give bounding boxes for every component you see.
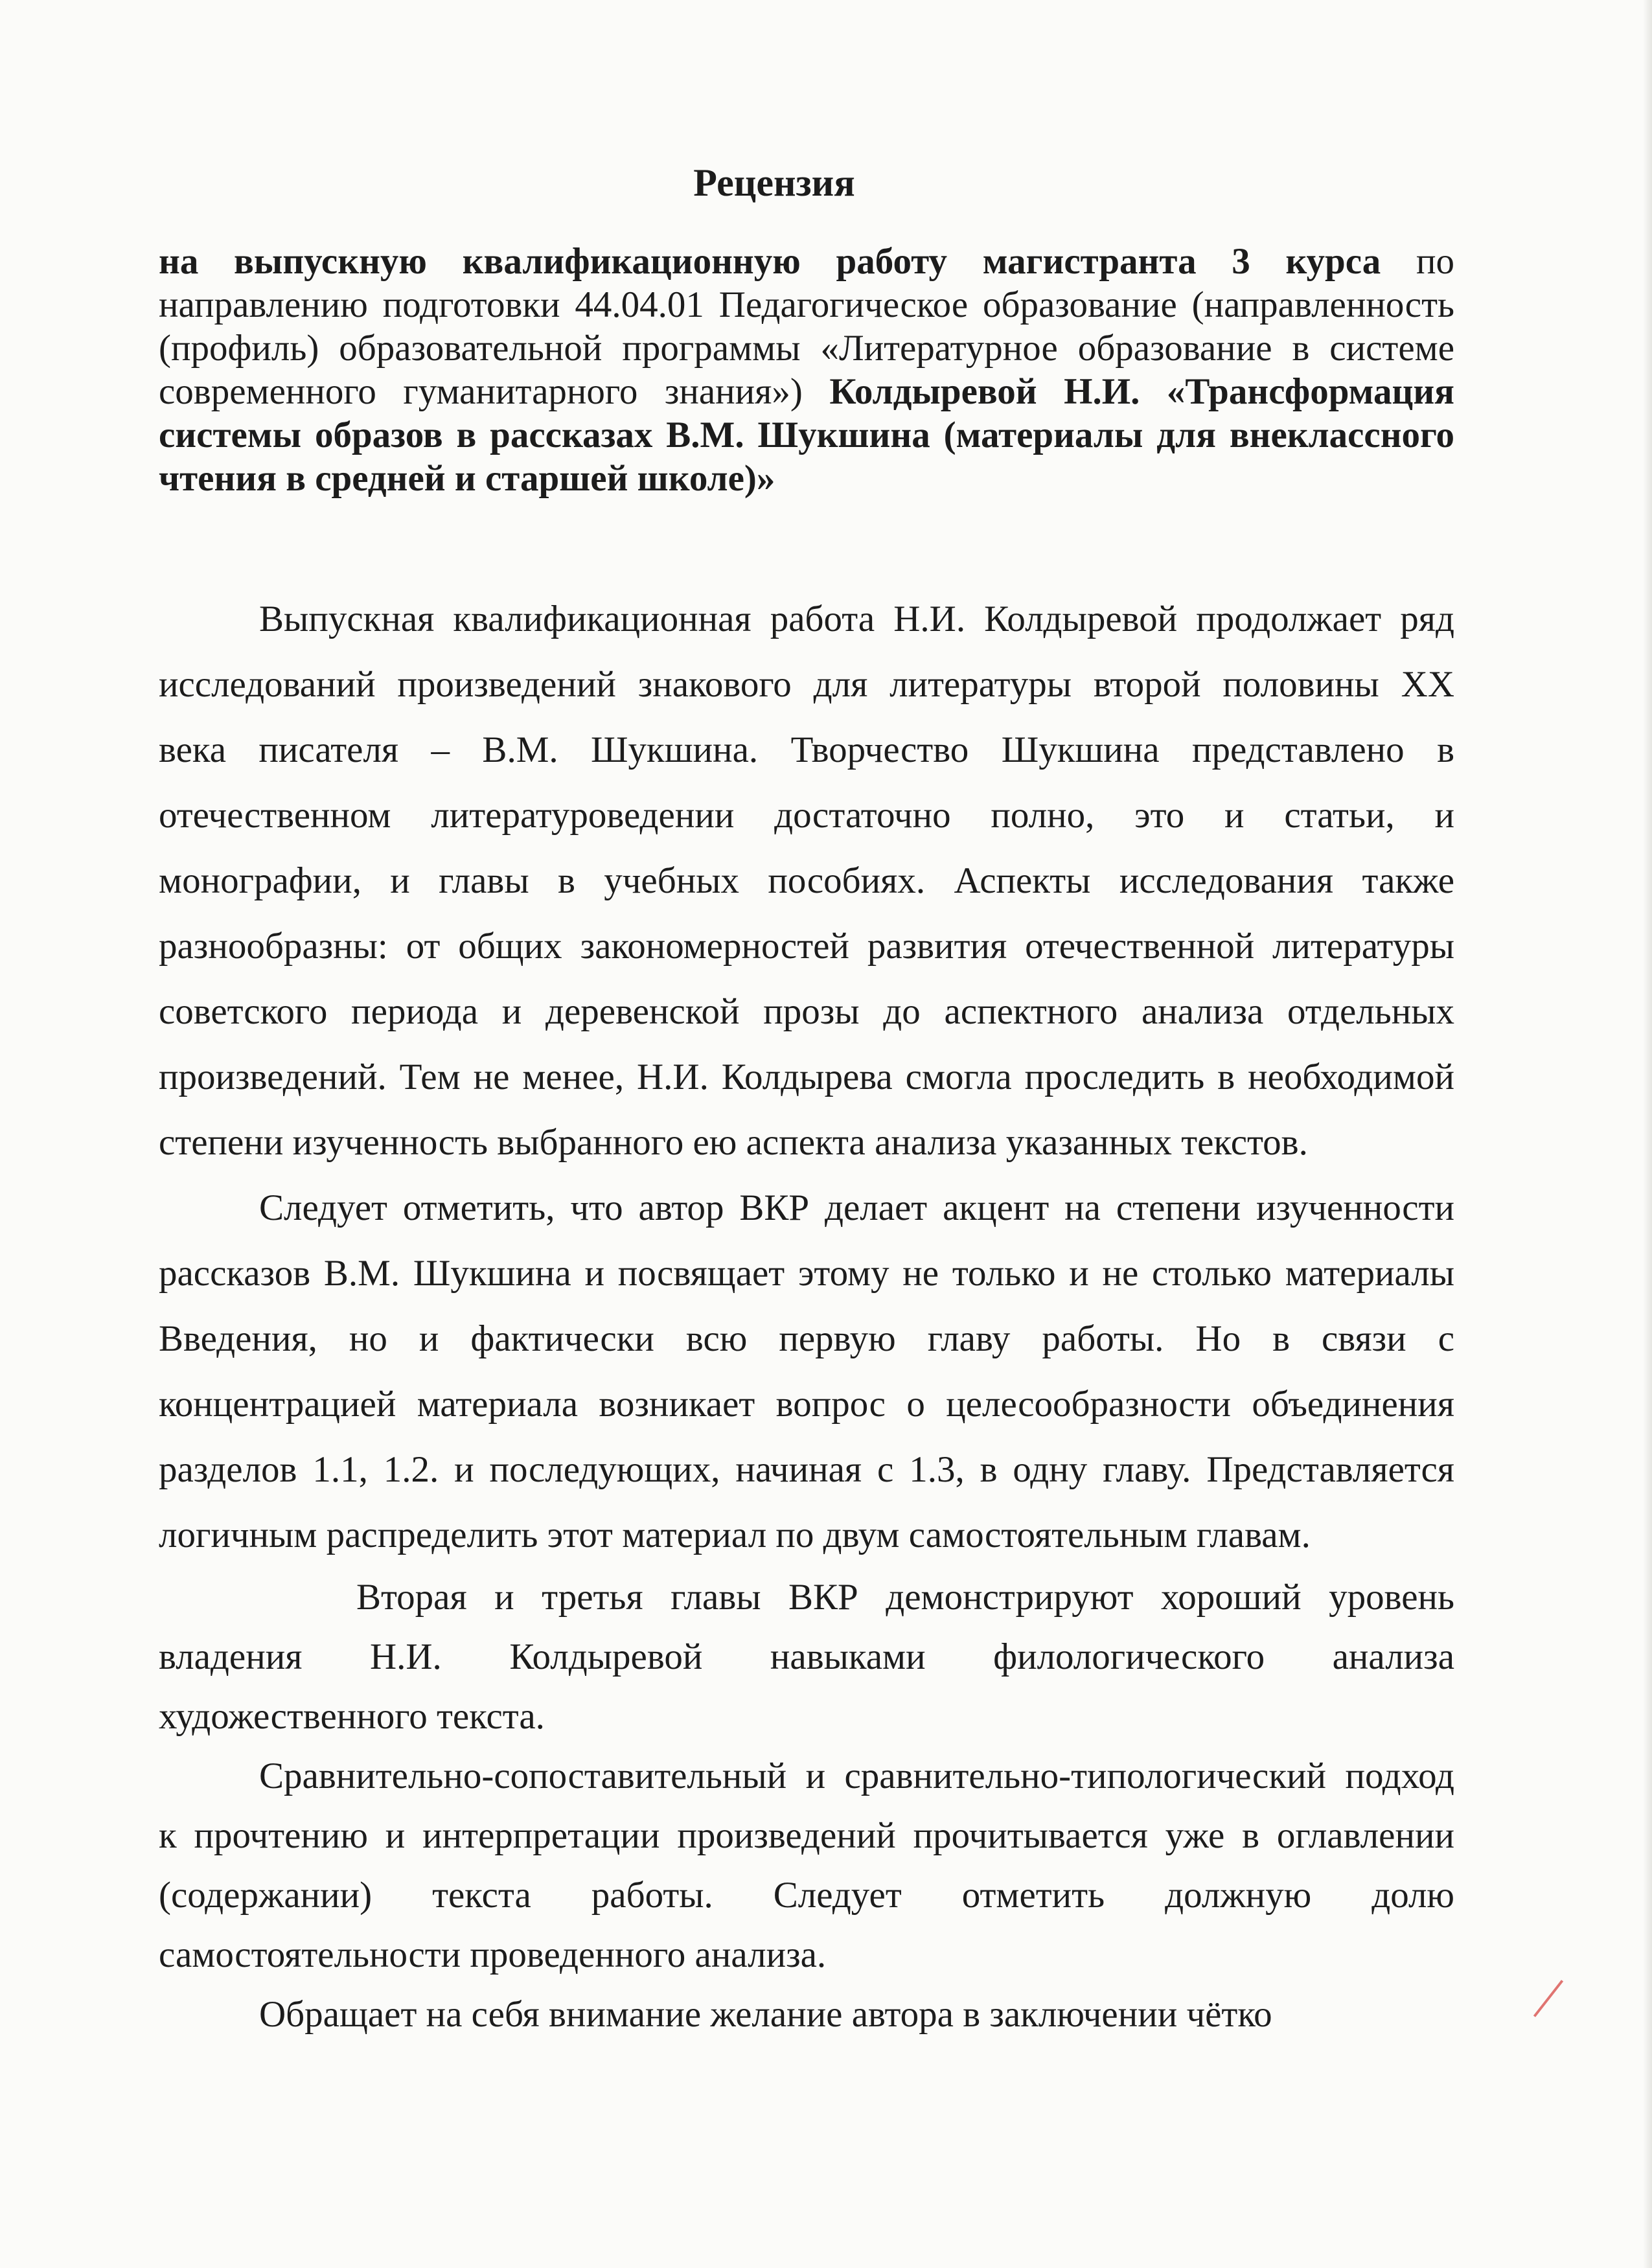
paragraph-line: Обращает на себя внимание желание автора в заключении чётко — [259, 1994, 1272, 2035]
paragraph-line: Введения, но и фактически всю первую главу работы. Но в связи с — [159, 1318, 1454, 1359]
paragraph-line: (содержании) текста работы. Следует отметить должную долю — [159, 1875, 1454, 1916]
paragraph — [159, 1747, 1454, 1985]
paragraph-line: Вторая и третья главы ВКР демонстрируют хороший уровень — [356, 1577, 1454, 1618]
page-edge — [1643, 0, 1652, 2268]
header-line — [159, 457, 1454, 500]
paragraph — [159, 1985, 1454, 2045]
paragraph-line: степени изученность выбранного ею аспекта анализа указанных текстов. — [159, 1122, 1308, 1163]
header-text: современного гуманитарного знания») — [159, 371, 830, 412]
paragraph-line: исследований произведений знакового для литературы второй половины XX — [159, 664, 1454, 705]
paragraph-line: концентрацией материала возникает вопрос о целесообразности объединения — [159, 1384, 1454, 1425]
header-line — [159, 240, 1454, 283]
paragraph-line: художественного текста. — [159, 1696, 545, 1737]
header-text: направлению подготовки 44.04.01 Педагогическое образование (направленность — [159, 284, 1454, 325]
paragraph-line: Сравнительно-сопоставительный и сравнительно-типологический подход — [259, 1756, 1454, 1796]
paragraph-line: к прочтению и интерпретации произведений прочитывается уже в оглавлении — [159, 1815, 1454, 1856]
header-line — [159, 413, 1454, 457]
paragraph-line: владения Н.И. Колдыревой навыками филологического анализа — [159, 1636, 1454, 1677]
header-line — [159, 326, 1454, 370]
paragraph-line: советского периода и деревенской прозы до аспектного анализа отдельных — [159, 991, 1454, 1032]
paragraph — [159, 1568, 1454, 1747]
paragraph-line: Следует отметить, что автор ВКР делает акцент на степени изученности — [259, 1187, 1454, 1228]
header-text: системы образов в рассказах В.М. Шукшина (материалы для внеклассного — [159, 415, 1454, 455]
paragraph-line: рассказов В.М. Шукшина и посвящает этому не только и не столько материалы — [159, 1253, 1454, 1294]
paragraph — [159, 1175, 1454, 1568]
paragraph-line: отечественном литературоведении достаточно полно, это и статьи, и — [159, 795, 1454, 836]
paragraph — [159, 586, 1454, 1175]
paragraph-line: разделов 1.1, 1.2. и последующих, начиная с 1.3, в одну главу. Представляется — [159, 1449, 1454, 1490]
review-subject-header — [159, 240, 1454, 500]
paragraph-line: монографии, и главы в учебных пособиях. Аспекты исследования также — [159, 860, 1454, 901]
header-line — [159, 370, 1454, 413]
header-text: по — [1381, 241, 1454, 282]
paragraph-line: века писателя – В.М. Шукшина. Творчество Шукшина представлено в — [159, 729, 1454, 770]
paragraph-line: Выпускная квалификационная работа Н.И. Колдыревой продолжает ряд — [259, 599, 1454, 639]
paragraph-line: разнообразны: от общих закономерностей развития отечественной литературы — [159, 926, 1454, 967]
pen-mark — [1533, 1980, 1563, 2017]
header-text: на выпускную квалификационную работу магистранта 3 курса — [159, 241, 1381, 282]
paragraph-line: логичным распределить этот материал по двум самостоятельным главам. — [159, 1515, 1311, 1555]
page-title: Рецензия — [693, 161, 855, 204]
paragraph-line: произведений. Тем не менее, Н.И. Колдырева смогла проследить в необходимой — [159, 1057, 1454, 1097]
header-text: чтения в средней и старшей школе)» — [159, 458, 775, 499]
review-body — [159, 586, 1454, 2045]
header-text: Колдыревой Н.И. «Трансформация — [829, 371, 1454, 412]
header-line — [159, 283, 1454, 326]
header-text: (профиль) образовательной программы «Литературное образование в системе — [159, 328, 1454, 369]
paragraph-line: самостоятельности проведенного анализа. — [159, 1934, 827, 1975]
